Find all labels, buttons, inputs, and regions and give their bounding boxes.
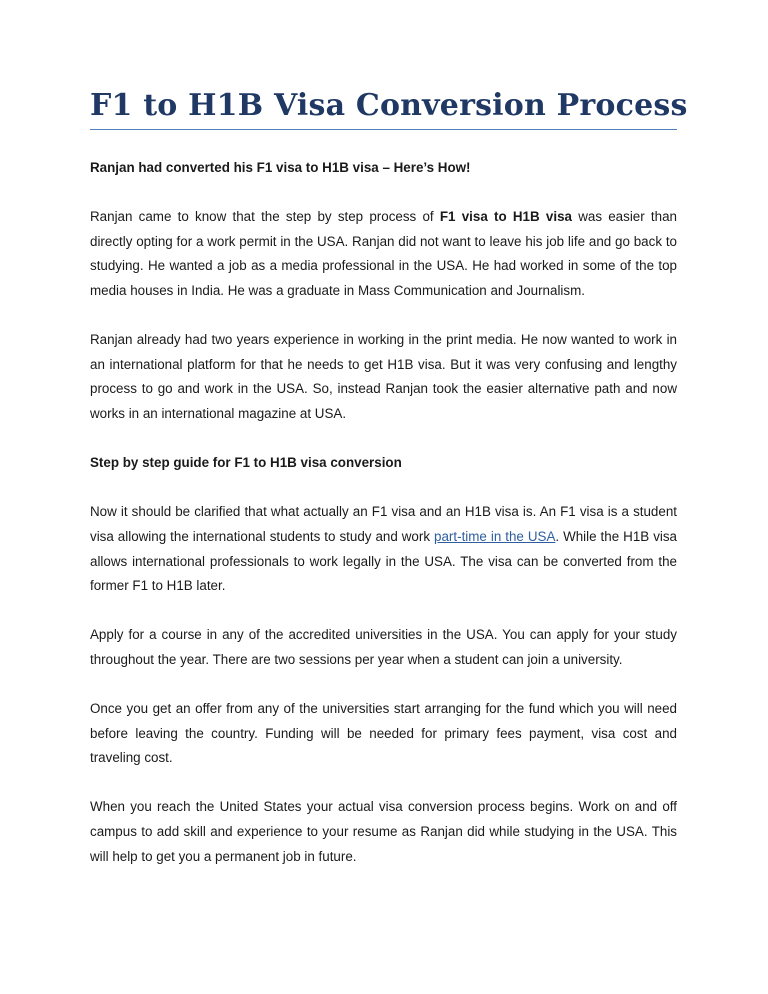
paragraph-4: Apply for a course in any of the accredited universities in the USA. You can apply for your study throughout the year. There are two sessions per year when a student can join a university. <box>90 627 677 667</box>
guide-heading: Step by step guide for F1 to H1B visa conversion <box>90 455 402 471</box>
paragraph-1-text-a: Ranjan came to know that the step by step process of <box>90 209 440 225</box>
paragraph-5: Once you get an offer from any of the universities start arranging for the fund which you will need before leaving the country. Funding will be needed for primary fees payment, visa cost and traveling cost. <box>90 701 677 766</box>
document-page <box>90 88 688 869</box>
paragraph-1 <box>90 205 677 303</box>
intro-heading: Ranjan had converted his F1 visa to H1B visa – Here’s How! <box>90 160 471 175</box>
paragraph-2: Ranjan already had two years experience in working in the print media. He now wanted to work in an international platform for that he needs to get H1B visa. But it was very confusing and lengthy process to go and work in the USA. So, instead Ranjan took the easier alternative path and now works in an international magazine at USA. <box>90 332 677 421</box>
paragraph-1-bold: F1 visa to H1B visa <box>439 209 572 225</box>
paragraph-3-text-b: . While the H1B visa allows international professionals to work legally in the USA. The visa can be converted from the former F1 to H1B later. <box>90 528 678 594</box>
paragraph-3 <box>90 500 677 598</box>
paragraph-6: When you reach the United States your actual visa conversion process begins. Work on and off campus to add skill and experience to your resume as Ranjan did while studying in the USA. This will help to get you a permanent job in future. <box>90 799 677 864</box>
part-time-link[interactable]: part-time in the USA <box>434 528 556 544</box>
paragraph-1-text-b: was easier than directly opting for a work permit in the USA. Ranjan did not want to leave his job life and go back to studying. He wanted a job as a media professional in the USA. He had worked in some of the top media houses in India. He was a graduate in Mass Communication and Journalism. <box>90 209 677 298</box>
paragraph-3-text-a: Now it should be clarified that what actually an F1 visa and an H1B visa is. An F1 visa is a student visa allowing the international students to study and work <box>90 504 677 544</box>
page-title: F1 to H1B Visa Conversion Process <box>90 88 688 123</box>
